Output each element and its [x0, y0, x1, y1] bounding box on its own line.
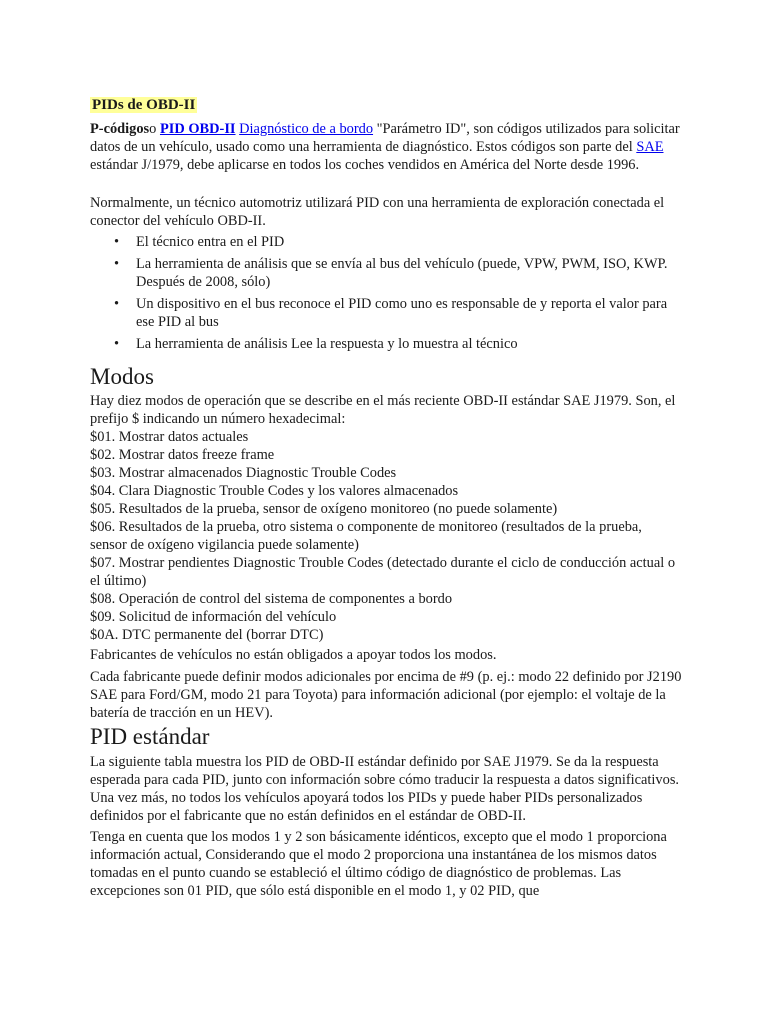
steps-list — [90, 233, 682, 357]
link-sae[interactable]: SAE — [636, 139, 664, 155]
pid-paragraph-1: La siguiente tabla muestra los PID de OBD-II estándar definido por SAE J1979. Se da la respuesta esperada para cada PID, junto con información sobre cómo traducir la respuesta a datos significativos. Una vez más, no todos los vehículos apoyará todos los PIDs y puede haber PIDs personalizados definidos por el fabricante que no están definidos en el estándar de OBD-II. — [90, 754, 680, 824]
mode-item: $05. Resultados de la prueba, sensor de oxígeno monitoreo (no puede solamente) — [90, 501, 558, 517]
mode-item: $0A. DTC permanente del (borrar DTC) — [90, 627, 324, 643]
mode-item: $02. Mostrar datos freeze frame — [90, 447, 275, 463]
mode-item: $06. Resultados de la prueba, otro sistema o componente de monitoreo (resultados de la prueba, sensor de oxígeno vigilancia puede solamente) — [90, 519, 642, 553]
intro-paragraph: P-códigoso PID OBD-II Diagnóstico de a bordo "Parámetro ID", son códigos utilizados para solicitar datos de un vehículo, usado como una herramienta de diagnóstico. Estos códigos son parte del SAE estándar J/1979, debe aplicarse en todos los coches vendidos en América del Norte desde 1996. — [90, 121, 680, 173]
list-item: • El técnico entra en el PID — [90, 233, 682, 251]
mode-item: $01. Mostrar datos actuales — [90, 429, 249, 445]
mode-item: $09. Solicitud de información del vehículo — [90, 609, 337, 625]
modos-note-2: Cada fabricante puede definir modos adicionales por encima de #9 (p. ej.: modo 22 definido por J2190 SAE para Ford/GM, modo 21 para Toyota) para información adicional (por ejemplo: el voltaje de la batería de tracción en un HEV). — [90, 669, 682, 721]
paragraph-normalmente: Normalmente, un técnico automotriz utilizará PID con una herramienta de exploración conectada el conector del vehículo OBD-II. — [90, 195, 665, 229]
modos-note-1: Fabricantes de vehículos no están obligados a apoyar todos los modos. — [90, 647, 497, 663]
mode-item: $07. Mostrar pendientes Diagnostic Trouble Codes (detectado durante el ciclo de conducción actual o el último) — [90, 555, 676, 589]
modes-list — [90, 428, 682, 644]
page-title: PIDs de OBD-II — [92, 97, 196, 113]
link-diagnostico[interactable]: Diagnóstico de a bordo — [239, 121, 374, 137]
mode-item: $04. Clara Diagnostic Trouble Codes y los valores almacenados — [90, 483, 459, 499]
list-item: • Un dispositivo en el bus reconoce el PID como uno es responsable de y reporta el valor para ese PID al bus — [90, 295, 682, 331]
list-item: • La herramienta de análisis que se envía al bus del vehículo (puede, VPW, PWM, ISO, KWP. Después de 2008, sólo) — [90, 255, 682, 291]
modos-intro: Hay diez modos de operación que se describe en el más reciente OBD-II estándar SAE J1979. Son, el prefijo $ indicando un número hexadecimal: — [90, 393, 676, 427]
link-pid-obd[interactable]: PID OBD-II — [159, 121, 236, 137]
mode-item: $03. Mostrar almacenados Diagnostic Trouble Codes — [90, 465, 397, 481]
heading-pid-estandar: PID estándar — [90, 724, 210, 749]
pid-paragraph-2: Tenga en cuenta que los modos 1 y 2 son básicamente idénticos, excepto que el modo 1 proporciona información actual, Considerando que el modo 2 proporciona una instantánea de los mismos datos tomadas en el punto cuando se estableció el último código de diagnóstico de problemas. Las excepciones son 01 PID, que sólo está disponible en el modo 1, y 02 PID, que — [90, 829, 667, 899]
mode-item: $08. Operación de control del sistema de componentes a bordo — [90, 591, 453, 607]
intro-lead: P-códigos — [90, 121, 150, 137]
heading-modos: Modos — [90, 364, 154, 389]
list-item: • La herramienta de análisis Lee la respuesta y lo muestra al técnico — [90, 335, 682, 353]
